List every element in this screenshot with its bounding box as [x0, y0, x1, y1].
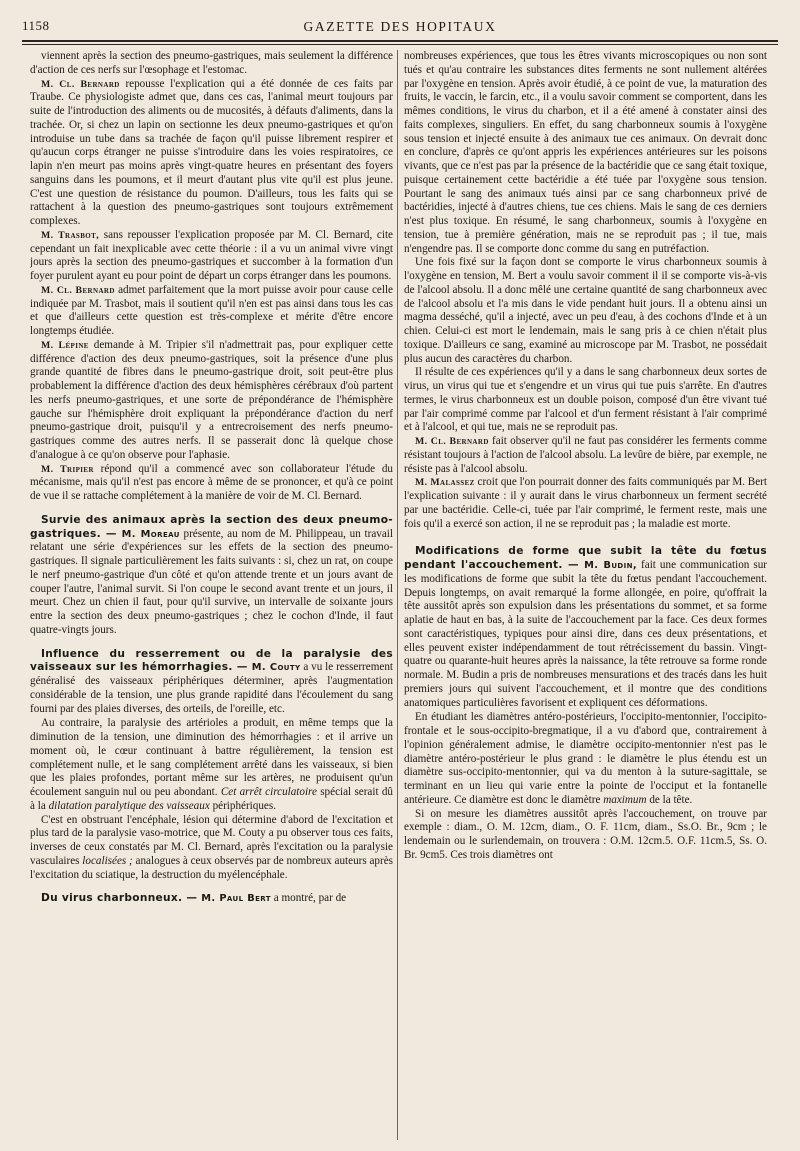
speaker-name: M. Malassez [415, 477, 475, 489]
paragraph [30, 339, 393, 463]
paragraph-text: présente, au nom de M. Philippeau, un travail relatant une série d'expériences sur les effets de la section des pneumo-gastriques. Il signale particulièrement les faits suivants : si, chez un rat, on coupe le nerf pneumo-gastrique d'un côté et qu'on attende trente et un jours avant de couper l'autre, l'animal survit. Si l'on coupe le second avant trente et un jours, il meurt. Chez un chien il faut, pour qu'il survive, un intervalle de soixante jours entre la section des deux pneumo-gastriques ; chez le cochon d'Inde, il faut quatre-vingts jours. [30, 527, 393, 636]
section-heading [30, 648, 393, 717]
paragraph: Une fois fixé sur la façon dont se comporte le virus charbonneux soumis à l'oxygène en tension, M. Bert a voulu savoir comment il il se comporte vis-à-vis de l'alcool absolu. Il a donc mêlé une certaine quantité de sang charbonneux avec de l'alcool absolu et l'a mis dans le vide pendant huit jours. Il a obtenu ainsi un magma desséché, qu'il a injecté, avec un peu d'eau, à des cochons d'Inde et à un chien. Celui-ci est mort le lendemain, mais le sang pris à ce chien n'était plus toxique. D'ailleurs ce sang, examiné au microscope par M. Trasbot, ne possédait plus aucun des caractères du charbon. [404, 256, 767, 365]
paragraph-text: croit que l'on pourrait donner des faits communiqués par M. Bert l'explication suivante : il y aurait dans le virus charbonneux un ferment secrété par une bactéridie. Celle-ci, tuée par l'air comprimé, le ferment reste, mais une fois qu'il a exercé son action, il ne se reproduit pas ; la maladie est morte. [404, 476, 767, 530]
section-heading [30, 514, 393, 638]
dash: — [100, 527, 122, 540]
paragraph-text: repousse l'explication qui a été donnée de ces faits par Traube. Ce physiologiste admet que, dans ces cas, l'animal meurt toujours par suite de l'introduction des aliments ou de mucosités, à défauts d'aliments, dans la trachée. Or, si chez un lapin on sectionne les deux pneumo-gastriques et qu'on introduise un tube dans sa trachée de façon qu'il puisse librement respirer et qu'aucun corps étranger ne puisse s'introduire dans les voies respiratoires, ce lapin n'en meurt pas moins après vingt-quatre heures en présentant des foyers sanguins dans les poumons, et il meurt d'autant plus vite qu'il est plus jeune. C'est une question de résistance du poumon. D'ailleurs, tous les faits qui se rattachent à la question des pneumo-gastriques sont toujours extrêmement complexes. [30, 77, 393, 227]
paragraph-text: a montré, par de [270, 892, 347, 905]
page-number: 1158 [22, 18, 50, 33]
emphasis: maximum [603, 793, 647, 806]
right-column [404, 50, 767, 1145]
speaker-name: M. Trasbot, [41, 229, 100, 241]
paragraph-text: périphériques. [209, 799, 276, 812]
dash: — [562, 559, 585, 571]
speaker-name: M. Cl. Bernard [41, 78, 120, 90]
emphasis: dilatation paralytique des vaisseaux [48, 799, 210, 812]
paragraph [30, 229, 393, 284]
emphasis: localisées ; [82, 854, 133, 867]
section-heading [30, 892, 393, 906]
speaker-name: M. Tripier [41, 463, 94, 475]
paragraph-text: fait observer qu'il ne faut pas considérer les ferments comme résistant toujours à l'action de l'alcool absolu. La levûre de bière, par exemple, ne résiste pas à l'alcool absolu. [404, 435, 767, 475]
paragraph [30, 284, 393, 339]
paragraph [30, 717, 393, 813]
paragraph [404, 435, 767, 476]
section-heading [404, 545, 767, 710]
dash: — [232, 661, 252, 674]
paragraph-text: C'est en obstruant l'encéphale, lésion qui détermine d'abord de l'excitation et plus tard de la paralysie vaso-motrice, que M. Couty a pu observer tous ces faits, inverses de ceux constatés par M. Cl. Bernard, après l'excitation ou la paralysie vasculaires [30, 813, 393, 867]
page-header [22, 16, 778, 38]
paragraph-text: Au contraire, la paralysie des artérioles a produit, en même temps que la diminution de la tension, une diminution des hémorrhagies : et il arrive un moment où, le cœur continuant à battre régulièrement, la tension est complétement nulle, et le sang complétement arrêté dans les vaisseaux, si bien que les plaies profondes, portant même sur les artères, ne produisent qu'un écoulement sanguin nul ou peu abondant. [30, 717, 393, 798]
dash: — [182, 892, 202, 905]
paragraph-text: a vu le resserrement généralisé des vaisseaux périphériques déterminer, après l'augmentation considérable de la tension, une plus grande rapidité dans l'écoulement du sang fourni par des plaies diverses, des orteils, de l'oreille, etc. [30, 661, 393, 715]
paragraph-text: de la tête. [646, 793, 693, 806]
section-title: Influence du resserrement ou de la paralysie des vaisseaux sur les hémorrhagies. [30, 647, 393, 674]
paragraph-text: admet parfaitement que la mort puisse avoir pour cause celle indiquée par M. Trasbot, mais il soutient qu'il n'en est pas ainsi dans tous les cas et que d'ailleurs cette question est très-complexe et mérite d'être encore longtemps étudiée. [30, 283, 393, 337]
header-rule-thin [22, 44, 778, 45]
paragraph [404, 476, 767, 531]
paragraph: nombreuses expériences, que tous les êtres vivants microscopiques ou non sont tués et qu'au contraire les substances dites ferments ne sont nullement altérées par l'oxygène en tension. Après avoir étudié, à ce point de vue, la maturation des fruits, le vaccin, le farcin, etc., il a voulu savoir comment se comportent, dans les mêmes conditions, le virus du charbon, et il a été amené à constater ainsi des faits complexes, singuliers. En effet, du sang charbonneux soumis à l'oxygène sous tension et injecté ensuite à des animaux tue ces animaux. On devrait donc en conclure, d'après ce qu'ont appris les expériences antérieures sur les poisons vivants, que ce n'est pas par la présence de la bactéridie que ce sang était toxique, puisque certainement cette bactéridie a été tuée par l'oxygène sous tension. Pourtant le sang des animaux tués ainsi par ce sang charbonneux privé de bactéridies, injecté à d'autres chiens, tue ces chiens. Mais le sang de ces derniers n'est plus toxique. En résumé, le sang charbonneux, soumis à l'oxygène en tension, tue à première génération, mais ne se reproduit pas ; il tue, mais n'engendre pas. Il se comporte donc comme du sang en putréfaction. [404, 50, 767, 255]
speaker-name: M. Cl. Bernard [415, 436, 489, 447]
paragraph: viennent après la section des pneumo-gastriques, mais seulement la différence d'action de ces nerfs sur l'œsophage et l'estomac. [30, 50, 393, 76]
paragraph [30, 814, 393, 883]
paragraph: Si on mesure les diamètres aussitôt après l'accouchement, on trouve par exemple : diam., O. M. 12cm, diam., O. F. 11cm, diam., Ss.O. Br., 9cm ; le lendemain ou le surlendemain, on trouvera : O.M. 12cm.5. O.F. 11cm.5, Ss. O. Br. 9cm5. Ces trois diamètres ont [404, 807, 767, 861]
column-divider [397, 50, 398, 1140]
left-column [30, 50, 393, 1145]
paragraph-text: répond qu'il a commencé avec son collaborateur l'étude du mécanisme, mais qu'il n'est pas encore à même de se prononcer, et qu'à ce point de vue il se rattache complétement à la manière de voir de M. Cl. Bernard. [30, 462, 393, 502]
speaker-name: M. Paul Bert [201, 893, 271, 905]
paragraph-text: fait une communication sur les modifications de forme que subit la tête du fœtus pendant l'accouchement. Depuis longtemps, on avait remarqué la forme allongée, en poire, qu'offrait la tête aussitôt après son expulsion dans les présentations du sommet, et sa forme aplatie de haut en bas, à la suite de l'accouchement par la face. Ces deux formes sont caractéristiques, typiques pour ainsi dire, dans ces deux présentations, et elles peuvent exister indépendamment de tout rétrécissement du bassin. Vingt-quatre ou quarante-huit heures après la naissance, la tête retrouve sa forme ronde normale. M. Budin a pris de nombreuses mensurations et des tracés dans les huit premiers jours qui suivent l'accouchement, et il montre que des conditions anatomiques particulières favorisent et expliquent ces déformations. [404, 559, 767, 709]
paragraph-text: En étudiant les diamètres antéro-postérieurs, l'occipito-mentonnier, l'occipito-frontale et le sous-occipito-bregmatique, il a vu d'abord que, contrairement à l'opinion généralement admise, le diamètre occipito-mentonnier n'est pas le diamètre antéro-postérieur le plus grand : le diamètre le plus étendu est un diamètre sus-occipito-mentonnier, qui va du menton à la suture-sagittale, se terminant en un lieu qui varie entre la pointe de l'occiput et la fontanelle antérieure. Ce diamètre est donc le diamètre [404, 711, 767, 806]
section-title: Du virus charbonneux. [41, 892, 183, 905]
speaker-name: M. Cl. Bernard [41, 284, 115, 296]
paragraph-text: spécial serait dû à la [30, 786, 393, 812]
paragraph [30, 463, 393, 504]
journal-title: GAZETTE DES HOPITAUX [303, 19, 497, 34]
paragraph [30, 78, 393, 229]
speaker-name: M. Couty [251, 662, 301, 674]
header-rule-thick [22, 40, 778, 42]
speaker-name: M. Lépine [41, 339, 89, 351]
speaker-name: M. Budin, [584, 560, 638, 571]
emphasis: Cet arrêt circulatoire [220, 786, 317, 798]
section-title: Modifications de forme que subit la tête du fœtus pendant l'accouchement. [404, 545, 767, 571]
paragraph: Il résulte de ces expériences qu'il y a dans le sang charbonneux deux sortes de virus, un virus qui tue et s'engendre et un virus qui tue puis s'arrête. En d'autres termes, le virus charbonneux est un double poison, composé d'un être vivant tué par l'air comprimé comme par l'alcool et d'un ferment résistant à l'air comprimé et à l'alcool, et qui tue, mais ne se reproduit pas. [404, 366, 767, 434]
paragraph-text: demande à M. Tripier s'il n'admettrait pas, pour expliquer cette différence d'action des deux pneumo-gastriques, soit la présence d'une plus grande quantité de fibres dans le pneumo-gastrique droit, soit peut-être plus probablement la différence d'action des deux hémisphères cérébraux d'où partent les nerfs pneumo-gastriques, et une sorte de prépondérance de l'hémisphère gauche sur l'hémisphère droit expliquant la prépondérance d'action du nerf pneumo-gastrique droit, puisqu'il y a entrecroisement des nerfs pneumo-gastriques comme des autres nerfs. Il se passerait donc là quelque chose d'analogue à ce qu'on observe pour l'aphasie. [30, 338, 393, 461]
paragraph-text: sans repousser l'explication proposée par M. Cl. Bernard, cite cependant un fait inexplicable avec cette théorie : il a vu un animal vivre vingt jours après la section des pneumo-gastriques et succomber à la formation d'un foyer purulent ayant eu pour point de départ un corps étranger dans les poumons. [30, 228, 393, 282]
paragraph [404, 711, 767, 807]
paragraph-text: analogues à ceux observés par de nombreux auteurs après l'excitation du sciatique, la destruction du myélencéphale. [30, 854, 393, 881]
section-title: Survie des animaux après la section des deux pneumo-gastriques. [30, 513, 393, 540]
speaker-name: M. Moreau [121, 528, 180, 540]
